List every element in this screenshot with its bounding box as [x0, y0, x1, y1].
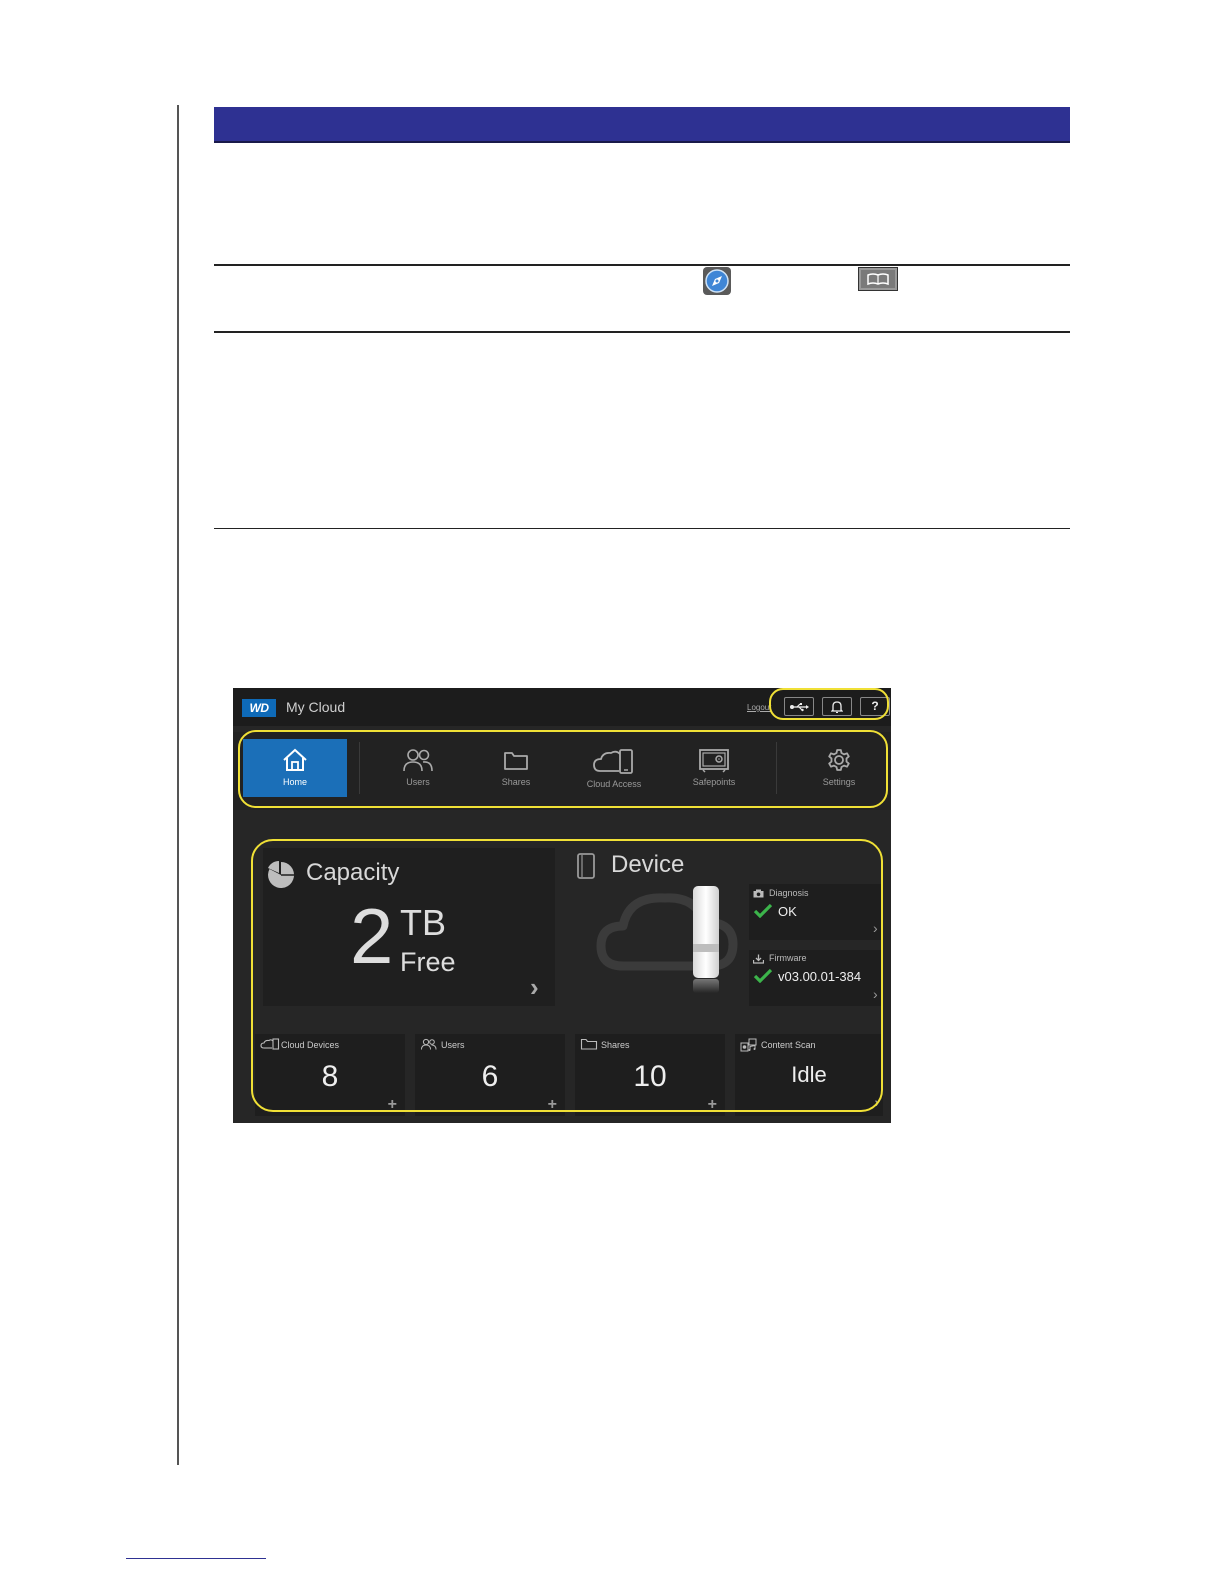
- plus-icon[interactable]: +: [387, 1096, 397, 1113]
- chevron-right-icon[interactable]: ›: [873, 920, 878, 936]
- nav-label: Shares: [501, 777, 531, 787]
- book-icon: [858, 267, 898, 291]
- nav-label: Home: [282, 777, 307, 787]
- capacity-free-label: Free: [400, 947, 456, 977]
- app-name: My Cloud: [286, 699, 346, 715]
- tile-value: Idle: [791, 1062, 827, 1087]
- diagnosis-label: Diagnosis: [769, 888, 809, 898]
- chevron-right-icon[interactable]: ›: [873, 986, 878, 1002]
- highlight-toolbar: [769, 688, 889, 720]
- left-margin-rule: [177, 105, 179, 1465]
- divider: [214, 331, 1070, 333]
- tile-value: 10: [633, 1060, 667, 1093]
- section-header-bar: [214, 107, 1070, 143]
- dashboard-screenshot: [233, 688, 891, 1123]
- device-title: Device: [611, 851, 685, 878]
- tile-label: Users: [441, 1040, 465, 1050]
- logout-link[interactable]: Logout: [747, 703, 772, 712]
- tile-label: Shares: [601, 1040, 630, 1050]
- capacity-title: Capacity: [306, 859, 400, 886]
- tile-value: 8: [321, 1060, 339, 1093]
- help-button[interactable]: ?: [860, 697, 890, 716]
- chevron-right-icon[interactable]: ›: [530, 972, 539, 1002]
- highlight-nav: [238, 730, 888, 808]
- tile-label: Cloud Devices: [281, 1040, 340, 1050]
- divider: [214, 528, 1070, 529]
- plus-icon[interactable]: +: [707, 1096, 717, 1113]
- tile-label: Content Scan: [761, 1040, 816, 1050]
- nav-label: Users: [406, 777, 430, 787]
- firmware-value: v03.00.01-384: [778, 969, 862, 984]
- capacity-unit: TB: [400, 902, 447, 943]
- nav-label: Settings: [822, 777, 856, 787]
- firmware-label: Firmware: [769, 953, 807, 963]
- diagnosis-value: OK: [778, 904, 797, 919]
- highlight-dashboard: [251, 839, 883, 1112]
- nav-label: Cloud Access: [586, 779, 642, 789]
- divider: [214, 264, 1070, 266]
- tile-value: 6: [481, 1060, 499, 1093]
- footer-rule: [126, 1558, 266, 1559]
- nav-label: Safepoints: [692, 777, 736, 787]
- plus-icon[interactable]: +: [547, 1096, 557, 1113]
- capacity-number: 2: [350, 892, 394, 980]
- chevron-right-icon[interactable]: ›: [874, 1094, 879, 1110]
- compass-icon: [703, 267, 731, 295]
- wd-logo: WD: [242, 699, 276, 717]
